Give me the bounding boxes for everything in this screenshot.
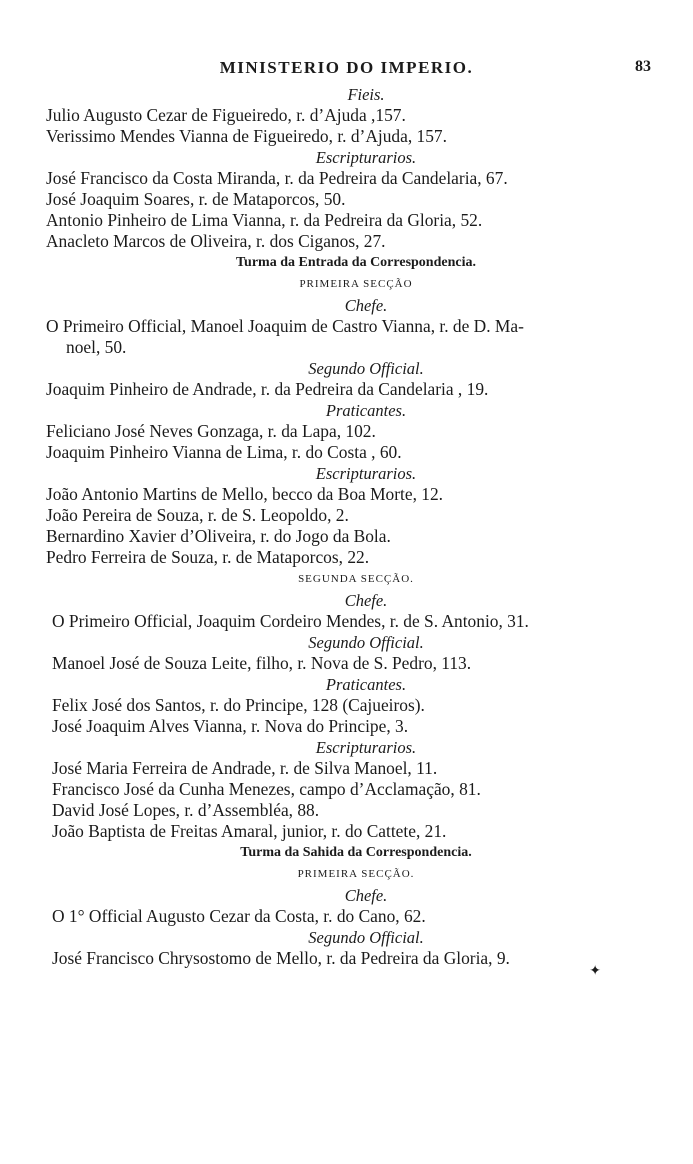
entry-line: Anacleto Marcos de Oliveira, r. dos Ciganos, 27. (46, 231, 386, 251)
ink-blot-mark: ✦ (589, 964, 601, 979)
entry-line: João Antonio Martins de Mello, becco da Boa Morte, 12. (46, 484, 444, 504)
entry-line: O Primeiro Official, Joaquim Cordeiro Mendes, r. de S. Antonio, 31. (52, 611, 529, 631)
entry-line: José Francisco Chrysostomo de Mello, r. da Pedreira da Gloria, 9. (52, 948, 510, 968)
entry-line: Pedro Ferreira de Souza, r. de Mataporcos, 22. (46, 547, 370, 567)
role-heading-escripturarios: Escripturarios. (315, 738, 417, 757)
page-header (0, 58, 693, 84)
entry-line: João Baptista de Freitas Amaral, junior, r. do Cattete, 21. (52, 821, 447, 841)
role-heading-segundo-official: Segundo Official. (308, 633, 424, 652)
role-heading-chefe: Chefe. (344, 886, 388, 905)
entry-line: Felix José dos Santos, r. do Principe, 128 (Cajueiros). (52, 695, 425, 715)
role-heading-segundo-official: Segundo Official. (308, 928, 424, 947)
directory-listing (46, 84, 646, 969)
entry-line: Joaquim Pinheiro de Andrade, r. da Pedreira da Candelaria , 19. (46, 379, 489, 399)
entry-line: Manoel José de Souza Leite, filho, r. Nova de S. Pedro, 113. (52, 653, 472, 673)
subsection-heading-primeira: PRIMEIRA SECÇÃO. (297, 868, 415, 880)
entry-line: José Maria Ferreira de Andrade, r. de Silva Manoel, 11. (52, 758, 438, 778)
entry-line: Julio Augusto Cezar de Figueiredo, r. d’Ajuda ,157. (46, 105, 406, 125)
entry-line: Francisco José da Cunha Menezes, campo d’Acclamação, 81. (52, 779, 481, 799)
entry-line: José Joaquim Alves Vianna, r. Nova do Principe, 3. (52, 716, 409, 736)
entry-line: Antonio Pinheiro de Lima Vianna, r. da Pedreira da Gloria, 52. (46, 210, 483, 230)
entry-line: O 1° Official Augusto Cezar da Costa, r. do Cano, 62. (52, 906, 426, 926)
entry-line: Feliciano José Neves Gonzaga, r. da Lapa, 102. (46, 421, 376, 441)
entry-line: João Pereira de Souza, r. de S. Leopoldo, 2. (46, 505, 349, 525)
entry-line: David José Lopes, r. d’Assembléa, 88. (52, 800, 320, 820)
entry-line: Verissimo Mendes Vianna de Figueiredo, r. d’Ajuda, 157. (46, 126, 447, 146)
role-heading-fieis: Fieis. (347, 85, 385, 104)
entry-line-continuation: noel, 50. (66, 337, 127, 357)
section-heading-turma-entrada: Turma da Entrada da Correspondencia. (236, 255, 476, 270)
entry-line: José Joaquim Soares, r. de Mataporcos, 50. (46, 189, 346, 209)
role-heading-escripturarios: Escripturarios. (315, 148, 417, 167)
entry-line: O Primeiro Official, Manoel Joaquim de Castro Vianna, r. de D. Ma- (46, 316, 524, 336)
entry-line: Joaquim Pinheiro Vianna de Lima, r. do Costa , 60. (46, 442, 402, 462)
subsection-heading-primeira: PRIMEIRA SECÇÃO (299, 278, 413, 290)
running-title: MINISTERIO DO IMPERIO. (219, 58, 474, 77)
role-heading-escripturarios: Escripturarios. (315, 464, 417, 483)
entry-line: Bernardino Xavier d’Oliveira, r. do Jogo da Bola. (46, 526, 391, 546)
subsection-heading-segunda: SEGUNDA SECÇÃO. (298, 573, 414, 585)
role-heading-chefe: Chefe. (344, 296, 388, 315)
role-heading-segundo-official: Segundo Official. (308, 359, 424, 378)
page-number: 83 (635, 58, 651, 75)
role-heading-chefe: Chefe. (344, 591, 388, 610)
role-heading-praticantes: Praticantes. (325, 675, 407, 694)
section-heading-turma-sahida: Turma da Sahida da Correspondencia. (240, 845, 472, 860)
role-heading-praticantes: Praticantes. (325, 401, 407, 420)
entry-line: José Francisco da Costa Miranda, r. da Pedreira da Candelaria, 67. (46, 168, 508, 188)
